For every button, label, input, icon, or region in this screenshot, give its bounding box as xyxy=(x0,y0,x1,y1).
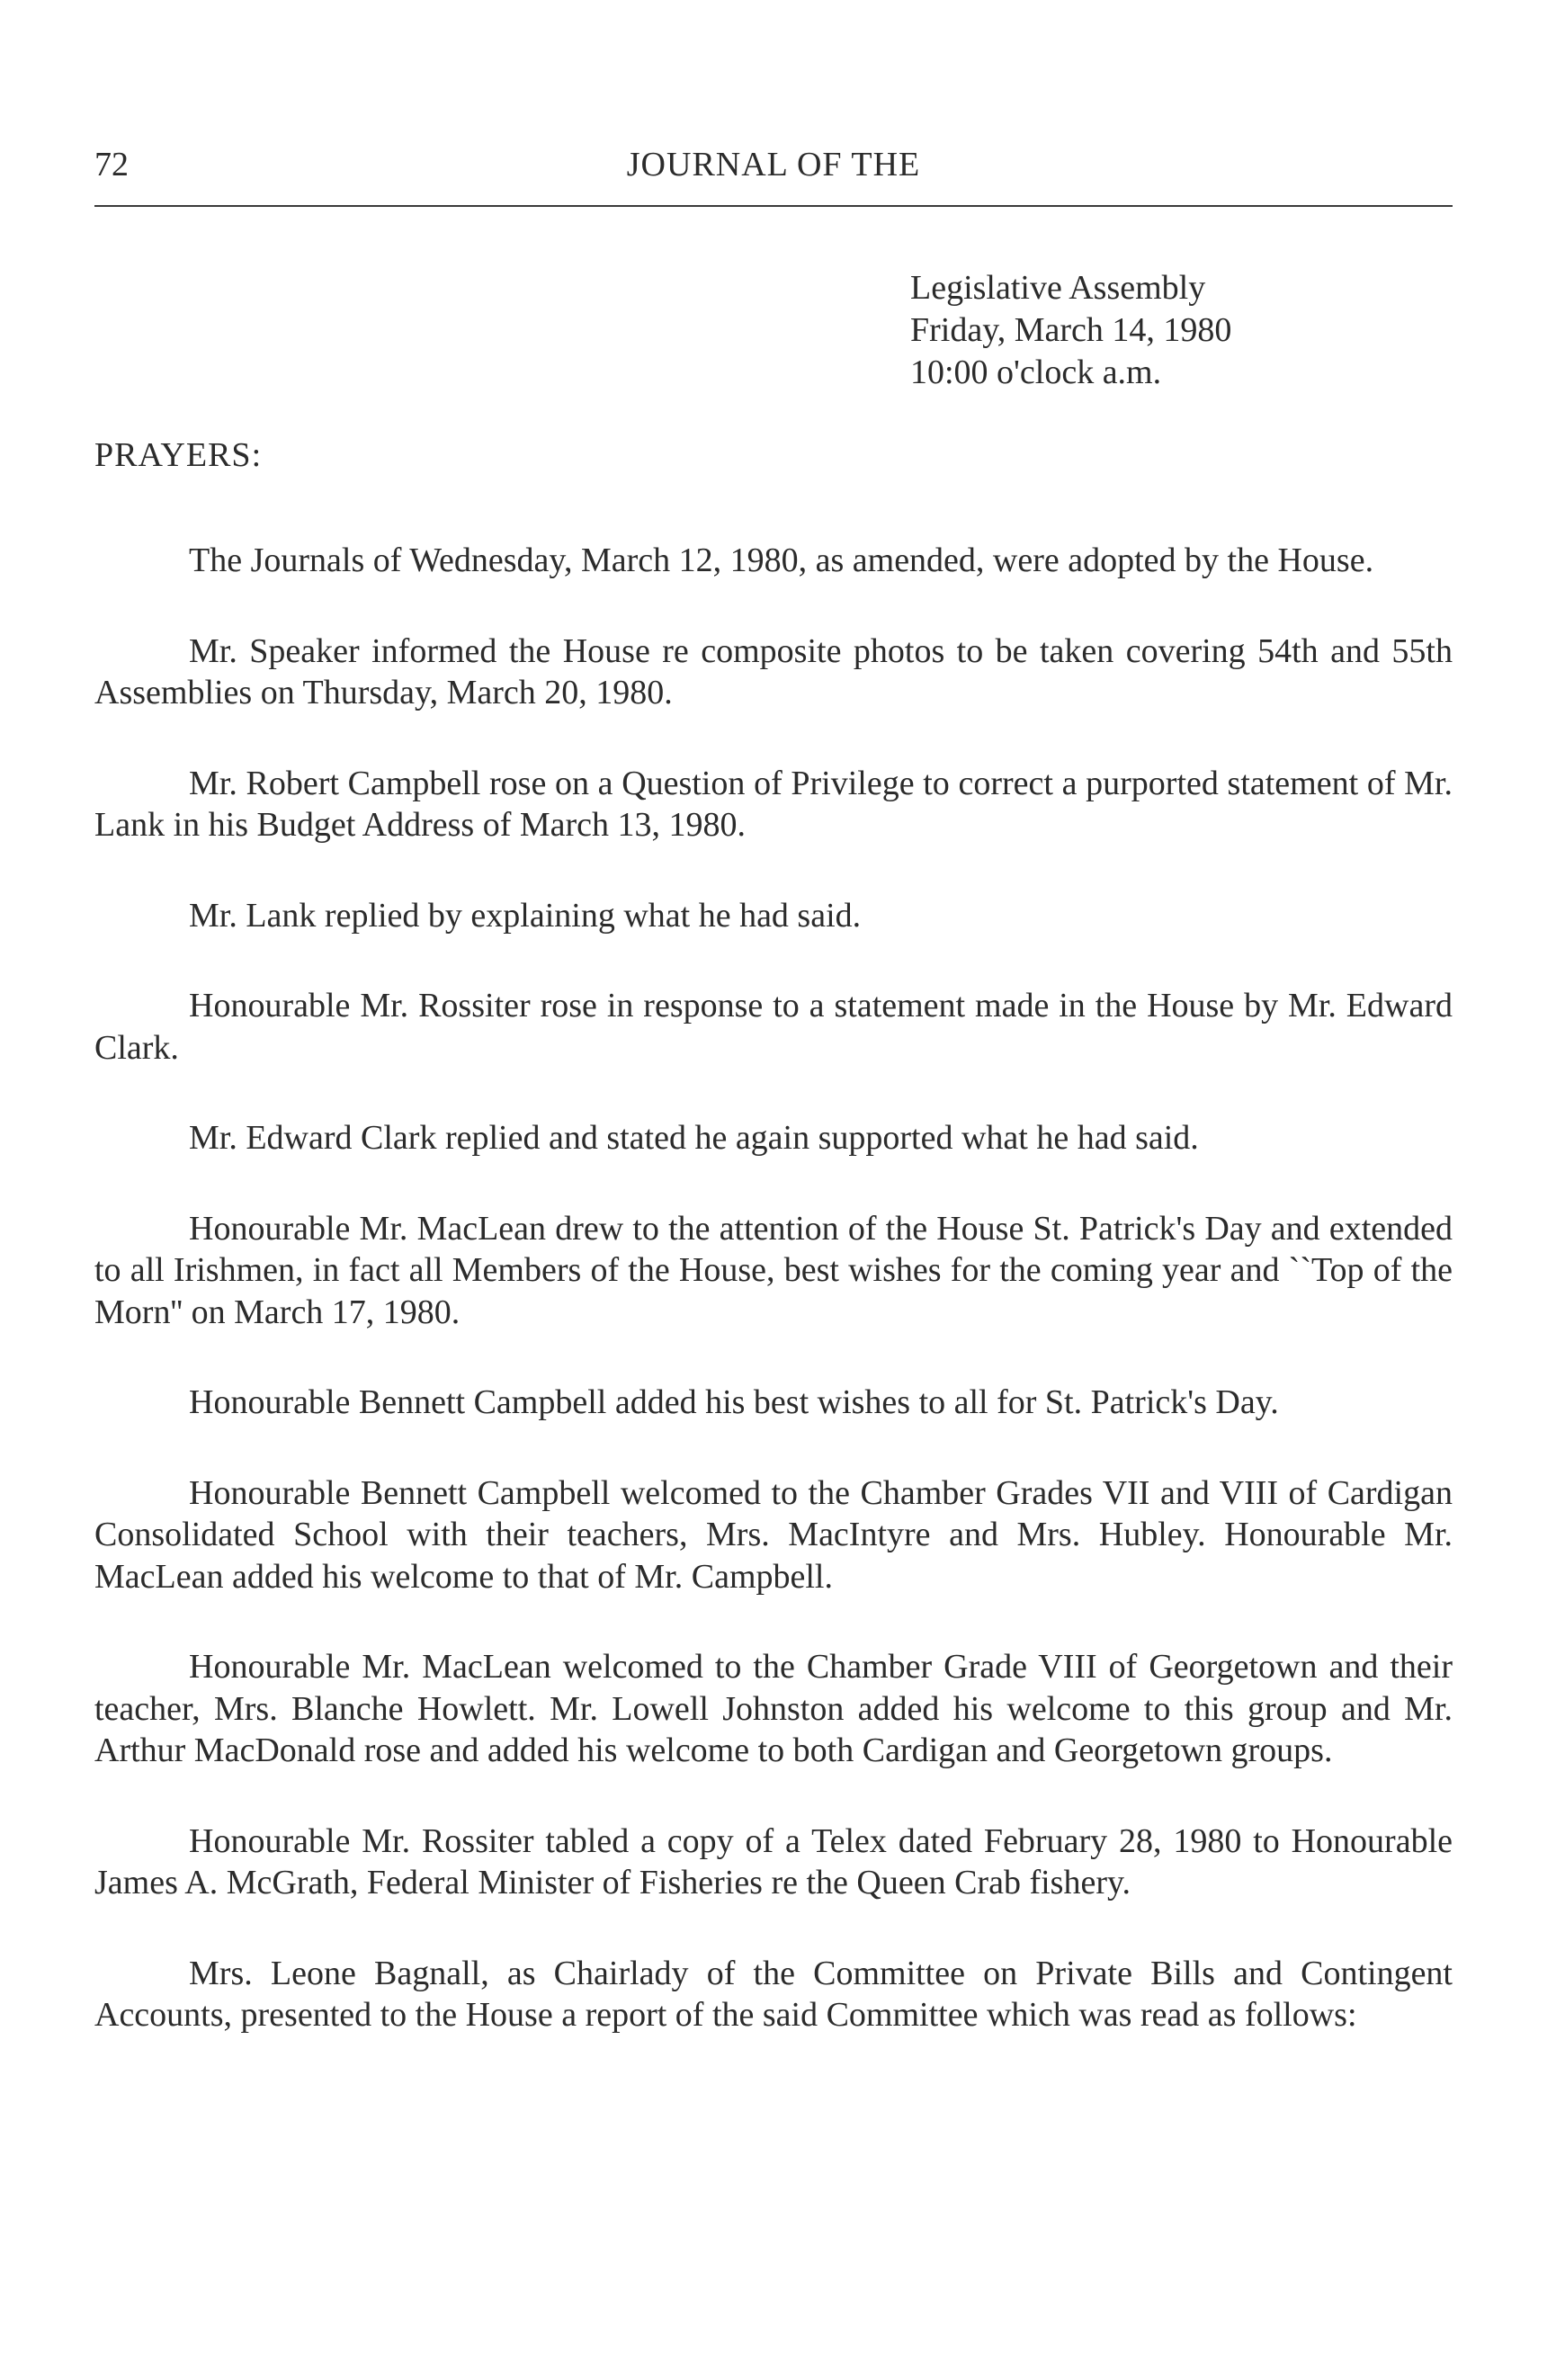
paragraph-campbell-wishes: Honourable Bennett Campbell added his best wishes to all for St. Patrick's Day. xyxy=(189,1383,1279,1421)
paragraph-telex-tabled: Honourable Mr. Rossiter tabled a copy of a Telex dated February 28, 1980 to Honourable James A. McGrath, Federal Minister of Fisheries re the Queen Crab fishery. xyxy=(94,1821,1453,1901)
paragraph-committee-report: Mrs. Leone Bagnall, as Chairlady of the Committee on Private Bills and Contingent Accounts, presented to the House a report of the said Committee which was read as follows: xyxy=(94,1954,1453,2034)
journal-body xyxy=(94,540,1453,2085)
paragraph-clark-reply: Mr. Edward Clark replied and stated he again supported what he had said. xyxy=(189,1119,1199,1157)
journal-title: JOURNAL OF THE xyxy=(626,146,921,183)
paragraph-georgetown-welcome: Honourable Mr. MacLean welcomed to the Chamber Grade VIII of Georgetown and their teacher, Mrs. Blanche Howlett. Mr. Lowell Johnston added his welcome to this group and Mr. Arthur MacDonald rose and added his welcome to both Cardigan and Georgetown groups. xyxy=(94,1648,1453,1769)
paragraph-question-of-privilege: Mr. Robert Campbell rose on a Question of Privilege to correct a purported statement of Mr. Lank in his Budget Address of March 13, 1980. xyxy=(94,764,1453,844)
paragraph-composite-photos: Mr. Speaker informed the House re composite photos to be taken covering 54th and 55th Assemblies on Thursday, March 20, 1980. xyxy=(94,631,1453,711)
paragraph-cardigan-welcome: Honourable Bennett Campbell welcomed to the Chamber Grades VII and VIII of Cardigan Consolidated School with their teachers, Mrs. MacIntyre and Mrs. Hubley. Honourable Mr. MacLean added his welcome to that of Mr. Campbell. xyxy=(94,1473,1453,1596)
paragraph-rossiter-response: Honourable Mr. Rossiter rose in response to a statement made in the House by Mr. Edward Clark. xyxy=(94,987,1453,1067)
paragraph-journals-adopted: The Journals of Wednesday, March 12, 1980, as amended, were adopted by the House. xyxy=(189,541,1374,579)
session-info xyxy=(910,267,1231,394)
session-body: Legislative Assembly xyxy=(910,269,1206,307)
header-rule xyxy=(94,205,1453,207)
page-number: 72 xyxy=(94,146,129,183)
session-time: 10:00 o'clock a.m. xyxy=(910,353,1162,391)
page-header xyxy=(94,144,1453,185)
prayers-heading: PRAYERS: xyxy=(94,436,263,474)
paragraph-lank-reply: Mr. Lank replied by explaining what he had said. xyxy=(189,896,862,935)
paragraph-st-patricks-day: Honourable Mr. MacLean drew to the attention of the House St. Patrick's Day and extended to all Irishmen, in fact all Members of the House, best wishes for the coming year and ``Top of the Morn'' on March 17, 1980. xyxy=(94,1209,1453,1331)
session-date: Friday, March 14, 1980 xyxy=(910,311,1232,349)
